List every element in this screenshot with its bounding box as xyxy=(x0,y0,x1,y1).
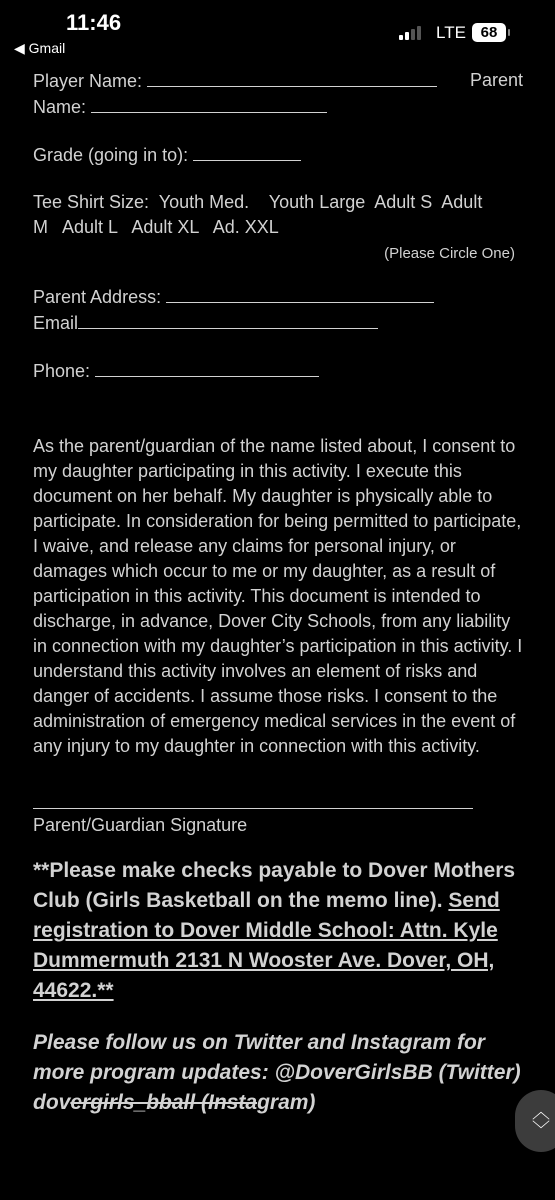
checks-text: **Please make checks payable to Dover Mothers Club (Girls Basketball on the memo line). xyxy=(33,859,516,912)
phone-field xyxy=(95,358,319,377)
player-name-row xyxy=(33,68,523,94)
follow-us-text xyxy=(33,1028,523,1118)
follow-text-struck: ergirls_bball (Insta xyxy=(70,1091,258,1114)
phone-row xyxy=(33,358,523,384)
email-row xyxy=(33,310,523,336)
parent-name-label: Name: xyxy=(33,97,87,117)
circle-note: (Please Circle One) xyxy=(384,245,515,262)
clock: 11:46 xyxy=(66,10,122,35)
grade-label: Grade (going in to): xyxy=(33,145,189,165)
shirt-size-line2: M Adult L Adult XL Ad. XXL xyxy=(33,217,279,237)
battery-icon: 68 xyxy=(472,23,506,42)
address-row xyxy=(33,284,523,310)
parent-name-row xyxy=(33,94,523,120)
scroll-up-down-icon[interactable]: ︿ ﹀ xyxy=(515,1090,555,1152)
phone-label: Phone: xyxy=(33,361,91,381)
registration-form xyxy=(33,68,523,1118)
email-field xyxy=(78,310,378,329)
network-label: LTE xyxy=(436,23,466,42)
back-to-gmail-link[interactable]: ◀ Gmail xyxy=(14,40,66,56)
follow-text-tail: gram) xyxy=(257,1091,316,1114)
payment-instructions xyxy=(33,856,523,1006)
signature-line xyxy=(33,807,473,809)
address-field xyxy=(166,284,434,303)
parent-label-start: Parent xyxy=(469,70,523,90)
grade-row xyxy=(33,142,523,168)
follow-text-main: Please follow us on Twitter and Instagram for more program updates: @DoverGirlsBB (Twitter) dov xyxy=(33,1031,521,1114)
player-name-field xyxy=(147,68,437,87)
signature-label: Parent/Guardian Signature xyxy=(33,815,248,835)
player-name-label: Player Name: xyxy=(33,71,143,91)
email-label: Email xyxy=(33,313,79,333)
signal-icon xyxy=(399,26,421,40)
mailing-address-text: Send registration to Dover Middle School: Attn. Kyle Dummermuth 2131 N Wooster Ave. Dover, OH, 44622.** xyxy=(33,889,500,1002)
address-label: Parent Address: xyxy=(33,287,162,307)
shirt-size-line1: Tee Shirt Size: Youth Med. Youth Large Adult S Adult xyxy=(33,192,483,212)
status-bar xyxy=(0,0,555,64)
parent-name-field xyxy=(91,94,327,113)
grade-field xyxy=(193,142,301,161)
consent-paragraph: As the parent/guardian of the name listed about, I consent to my daughter participating in this activity. I execute this document on her behalf. My daughter is physically able to participate. In consideration for being permitted to participate, I waive, and release any claims for personal injury, or damages which occur to me or my daughter, as a result of participation in this activity. This document is intended to discharge, in advance, Dover City Schools, from any liability in connection with my daughter’s participation in this activity. I understand this activity involves an element of risks and danger of accidents. I assume those risks. I consent to the administration of emergency medical services in the event of any injury to my daughter in connection with this activity. xyxy=(33,436,523,756)
